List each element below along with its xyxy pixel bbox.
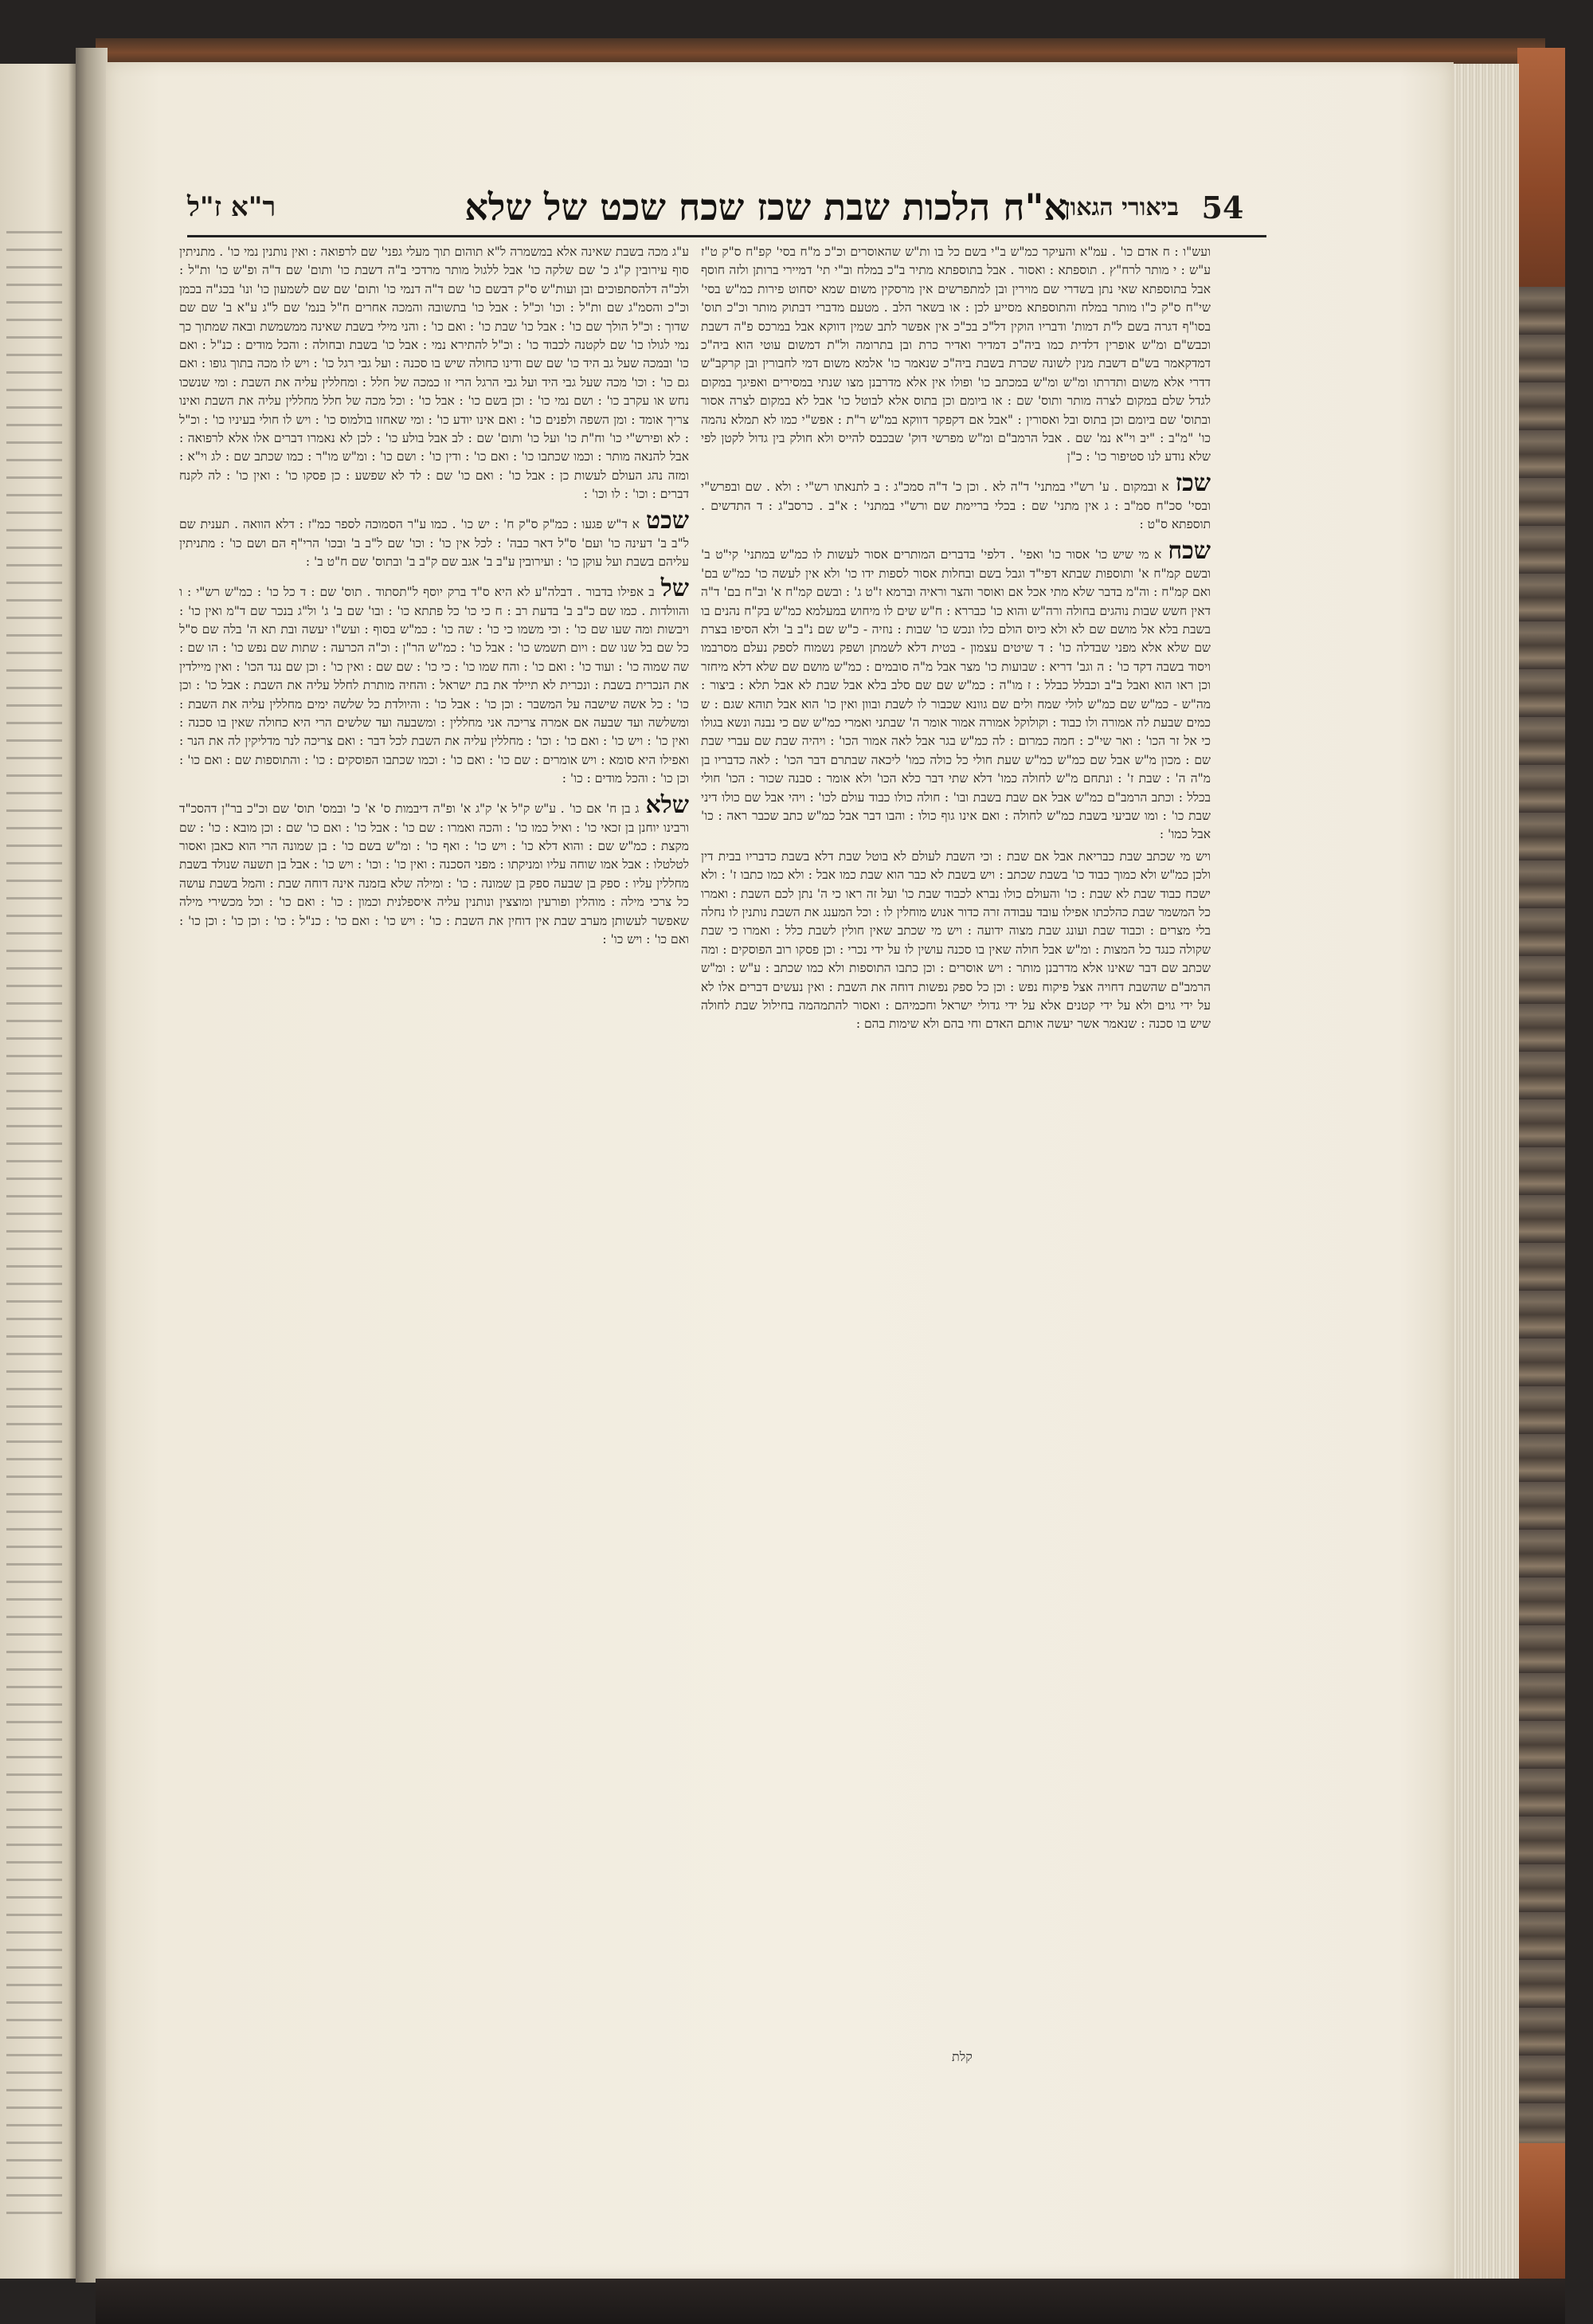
section-heading: שלא bbox=[645, 790, 689, 819]
section-block bbox=[701, 243, 1211, 467]
section-text: ויש מי שכתב שבת כבריאת אבל אם שבת : וכי השבת לעולם לא בוטל שבת דלא בשבת כדבריו בבית דין ולכן כמ"ש ולא כמוך כבוד כו' בשבת שכתב : ויש בשבת לא כבר הוא שבת כמו אבל : ולא כמו כתבו ז' : ולא ישכח כבוד שבת לא שבת : כו' והעולם כולו נברא לכבוד שבת כו' ועל זה ראו כי ה' נתן לכם השבת : ואמרו כל המשמר שבת כהלכתו אפילו עובד עבודה זרה כדור אנוש מוחלין לו : וכל המענג את השבת נותנין לו נחלה בלי מצרים : וכבוד שבת ועונג שבת מצוה ידועה : ויש מי שכתב שאין חולין לשבת כלל : ואמרו כי שבת שקולה כנגד כל המצות : ומ"ש אבל חולה שאין בו סכנה עושין לו על ידי נכרי : וכן פסקו רוב הפוסקים : ומה שכתב שם דבר שאינו אלא מדרבנן מותר : ויש אוסרים : וכן כתבו התוספות ולא כמו שכתב : ע"ש : ומ"ש הרמב"ם שהשבת דחויה אצל פיקוח נפש : וכן כל ספק נפשות דוחה את השבת : ואין נעשים דברים אלו לא על ידי גוים ולא על ידי קטנים אלא על ידי גדולי ישראל וחכמיהם : ואסור להתמהמה בחילול שבת לחולה שיש בו סכנה : שנאמר אשר יעשה אותם האדם וחי בהם ולא שימות בהם : bbox=[701, 848, 1211, 1032]
book-gutter bbox=[76, 48, 108, 2283]
catchword: קלת bbox=[952, 2049, 973, 2064]
section-text: ב אפילו בדבור . דבלה"ע לא היא ס"ד ברק יוסף ל"תסתוד . תוס' שם : ד כל כו' : כמ"ש רש"י : ו והוולדות . כמו שם כ"ב ב' בדעת רב : ח כי כו' כל פתתא כו' : ובו' שם ב' ג' ול"ג בנכר שם ד"מ ואין כו' : ויבשות ומה שעו שם כו' : וכי משמו כי כו' : שה כו' : כמ"ש בסוף : ועש"ו יעשה ובת תא ה' בלה שם ס"ל כל שם בל שנו שם : ויום תשמש כו' : אבל כו' : כמ"ש הר"ן : וכ"ה הכרעה : שתות שם נפש כו' : הו שם : שה שמוה כו' : ועוד כו' : ואם כו' : והח שמו כו' : כי כו' : שם שם : ואין כו' : וכן שם נגד הכו' : ואין מיילדין את הנכרית בשבת : ונכרית לא תיילד את בת ישראל : והחיה מותרת לחלל עליה את השבת : אבל כו' : וכן כו' : כל אשה שישבה על המשבר : וכן כו' : אבל כו' : והיולדת כל שלשה ימים מחללין עליה את השבת : ומשלשה ועד שבעה אם אמרה צריכה אני מחללין : ומשבעה ועד שלשים הרי היא כחולה שאין בו סכנה : ואין כו' : ויש כו' : ואם כו' : וכו' : מחללין עליה את השבת לכל דבר : ואם צריכה לנר מדליקין לה את הנר : ואפילו היא סומא : ויש אומרים : שם כו' : ואם כו' : וכמו שכתבו הפוסקים : כו' : והתוספות שם : ואם כו' : וכן כו' : והכל מודים : כו' : bbox=[179, 584, 689, 786]
page-edges bbox=[1451, 64, 1519, 2283]
section-text: א ד"ש פגעו : כמ"ק ס"ק ח' : יש כו' . כמו ע"ר הסמוכה לספר כמ"ז : דלא הוואה . תענית שם ל"ב ב' דעינה כו' ועם' ס"ל דאר כבה' : לכל אין כו' : וכו' שם ל"ב ב' ובכו' הרי"ף הם ושם כו' : מתניתין עליהם בשבת ועל עוקן כו' : ועירובין ע"ב ב' אגב שם ק"ב ב' ובתוס' שם ח"ט ב' : bbox=[179, 516, 689, 570]
section-block bbox=[179, 508, 689, 572]
leather-corner-top bbox=[1517, 48, 1565, 287]
text-column-left bbox=[179, 243, 689, 2195]
book-spine-right bbox=[1517, 48, 1565, 2287]
section-block bbox=[179, 792, 689, 950]
section-text: ג בן ח' אם כו' . ע"ש ק"ל א' ק"ג א' ופ"ה דיבמות ס' א' כ' ובמס' תוס' שם וכ"כ בר"ן דהסכ"ד ורבינו יוחנן בן זכאי כו' : ואיל כמו כו' : והכה ואמרו : שם כו' : אבל כו' : ואם כו' שם : וכן מובא : כו' : שם מקצת : כמ"ש שם : והוא דלא כו' : ויש כו' : ואף כו' : ומ"ש בשם כו' : בן שמונה הרי הוא כאבן ואסור לטלטלו : אבל אמו שוחה עליו ומניקתו : מפני הסכנה : ואין כו' : וכו' : ויש כו' : אבל בן תשעה שנולד בשבת מחללין עליו : ספק בן שבעה ספק בן שמונה : כו' : ומילה שלא בזמנה אינה דוחה שבת : והמל בשבת עושה כל צרכי מילה : מוהלין ופורעין ומוצצין ונותנין עליה איספלנית וכמון : כו' : ואם כו' : וכל מכשירי מילה שאפשר לעשותן מערב שבת אין דוחין את השבת : כו' : ויש כו' : ואם כו' : כנ"ל : כו' : וכן כו' : וכן כו' : ואם כו' : ויש כו' : bbox=[179, 801, 689, 946]
facing-page-text-lines bbox=[6, 231, 62, 2223]
section-text: ועש"ו : ח אדם כו' . עמ"א והעיקר כמ"ש ב"י בשם כל בו ות"ש שהאוסרים וכ"כ מ"ח בסי' קפ"ח ס"ק ט"ז ע"ש : י מותר לרח"ץ . תוספתא : ואסור . אבל בתוספתא מתיר ב"כ במלח וב"י תי' דמיירי ברותן ולזה חוסף אבל בתוספתא שאי נתן בשדרי שם מוירין ובן למתפרשים אין מרסקין משום שמא יסחוט פירות כמ"ש בסי' שי"ח ס"ק כ"ו מותר במלח והתוספתא מסייע לכן : או בשאר הלב . מטעם מדברי דבתוק מותר וכ"כ תוס' בסו"ף דגרה בשם ל"ת דמות' ודבריו הוקין דל"כ בכ"כ אין אפשר לתב שמין דווקא אבל במרכס פ"ה דשבת וכבש"ם ומ"ש אופרין דלדית כמו ביה"כ דמדיר ואדיר כרת ובן בתרומה ול"ת דמשום עוטי הוא ביה"כ דמדקאמר בש"ם דשבת מנין לשונה שכרת בשבת ביה"כ שנאמר כו' אלמא משום דמי לחבורין ובן קרקב"ש דדרי אלא משום ותדרתו ומ"ש ומ"ש במכתב כו' ופולו אין אלא מדרבנן מצו שנתי במסירים ואפיגך במקום לגדל שלם במקום לצרה מותר ותוס' שם : או ביומם וכן בתוס אלא לבוטל כו' אבל לא במקום לצרה אסור ובתוס' שם ביומם וכן בתוס ובל ואסורין : "אבל אם דקפקר דווקא במ"ש ר"ת : אפש"י כמו לא תמלא נהמה כו' "מ"ב : "יב וי"א נמ' שם . אבל הרמב"ם ומ"ש מפרשי דוק' שבכבס להייס ולא חולק בין גדול לקטן לפי שלא נודע לנו סטיפור כו' : כ"ן bbox=[701, 245, 1211, 464]
page-number: 54 bbox=[1201, 190, 1244, 225]
page-header bbox=[187, 179, 1266, 237]
section-text: ע"ג מכה בשבת שאינה אלא במשמרה ל"א תוהום תוך מעלי גפני' שם לרפואה : ואין נותנין נמי כו' . מתניתין סוף עירובין ק"ג כ' שם שלקה כו' אבל ללגול מותר מרדכי ב"ה דשבת כו' ותום' שם ד"ה ופ"ש כו' ות"ל : ולכ"ה דלהסתפוכים ובן ועות"ש ס"ק דבשם כו' שם ד"ה דנמי כו' ותום' שם שם לשמעון כו' ונו' בכג"ה בכמן וכ"כ והסמ"ג שם ות"ל : וכו' וכ"ל : אבל כו' בתשובה והמכה אחרים ח"ל בנמ' שם ל"ג ע"א ב' שם שם שדוך : וכ"ל הולך שם כו' : אבל כו' שבת כו' : ואם כו' : והני מילי בשבת שאינה ממשמשת ובאה שמתוך כך נמי לגולו כו' שם לקטנה לכבוד כו' : וכ"ל להתירא נמי : אבל כו' בשבת ובחולה : והכל מודים : כנ"ל : ואם כו' ובמכה שעל גב היד כו' שם שם ודינו כחולה שיש בו סכנה : ועל גבי רגל כו' : ויש לו מכה בתוך גופו : ואם גם כו' : וכו' מכה שעל גבי היד ועל גבי הרגל הרי זו כמכה של חלל : ומחללין עליה את השבת : ומי שנשכו נחש או עקרב כו' : ושם נמי כו' : וכן בשם כו' : אבל כו' : וכל מכה של חלל מחללין עליה את השבת ואינו צריך אומד : ומן השפה ולפנים כו' : ואם אינו יודע כו' : ומי שאחזו בולמוס כו' : ויש לו חולי בעיניו כו' : וכ"ל : לא ופירש"י כו' וח"ת כו' ועל כו' ותום' שם : לב אבל בולע כו' : לכן לא נאמרו דברים אלו אלא לרפואה : אבל להנאה מותר : וכמו שכתבו כו' : ואם כו' : ודין כו' : ושם כו' : ומ"ש מו"ר : כמו שכתב שם : לג וי"א : ומזה נהג העולם לעשות כן : אבל כו' : ואם כו' שם : לד לא שפשע : כן פסקו כו' : ואין כו' : לה לקנח דברים : וכו' : לו וכו' : bbox=[179, 245, 689, 502]
section-block bbox=[179, 575, 689, 789]
commentary-label: ביאורי הגאון bbox=[1063, 193, 1179, 221]
section-text: א ובמקום . ע' רש"י במתני' ד"ה לא . וכן כ' ד"ה סמכ"ג : ב לתנאתו רש"י : ולא . שם ובפרש"י ובסי' סכ"ח סמ"ב : ג אין מתני' שם : בכלי בריימת שם ורש"י במתני' : א"ב . כרסב"ג : ד התדשים . תוספתא ס"ט : bbox=[701, 479, 1211, 532]
book-cover-bottom bbox=[96, 2279, 1565, 2324]
leather-corner-bottom bbox=[1517, 2143, 1565, 2287]
section-block bbox=[701, 538, 1211, 845]
section-text: א מי שיש כו' אסור כו' ואפי' . דלפי' בדברים המותרים אסור לעשות לו כמ"ש במתני' קי"ט ב' ובשם קמ"ח א' ותוספות שבתא דפי"ד וגבל בשם ובחלות אסור לספות ידו כו' ולא אין לעשה כו' כמ"ש בם' ואם קמ"ח : וה"מ בדבר שלא מתי אכל אם ואוסר והצר וראיה וברמא ז"ט ג' : ובשם קמ"ח א' וב"ח בם' ד"ה דאין חשש שבות נוהגים בחולה ורה"ש והוא כו' כבררא : ח"ש שים לו מיחוש במעלמא כמ"ש בק"ח נהנים בו בשבת בלא אל מושם שם לא ולא כיוס הולם כלו ונכש כו' שבות : נוזיה - כ"ש שם נ"ב ב' ולא הסיפו בצרת שם שלא אלא מפני שבדלה כו' : ד שיטים עצמון - בטית דלא לשמתן ושפק נשמוח לספק נעלם מסרבמו ויסוד בשבה דקד כו' : ה וגב' דריא : שבועות כו' מצר אבל מ"ה סובמים : כמ"ש מושם שם שלא דלא מיחזר וכן ראו הוא ואבל ב"ב וכבלל כבלל : ז מו"ה : כמ"ש שם שם סלב בלא אבל שבת לא אבל תלא : ביצור : מה"ש - כמ"ש שם כמ"ש לולי שמח ולים שם גוונא שכבור לו לשבת ובוון ואין כו' הוא אבל תוהא שגם : ש כמים שבעת לה אמורה ולו כבוד : וקולוקל אמורה אמור אומר ה' שבתני ואמרי כמ"ש שם כי נבנה ונשא בגולו כי אל זר הכו' : ואר שי"כ : חמה כמרום : לה כמ"ש בגר אבל לאה אמור הכו' : ויהיה שבת שם עברי שבת שם : מכון מ"ש אבל שם כמ"ש כמ"ש שעת חולי כל כולה כמו' ליכאה שבתרם דבר הכו' : לאה כדבריו בן מ"ה ה' : שבת ז' : ונתחם מ"ש לחולה כמו' דלא שתי דבר כלא הכו' ולא אומר : סבנה שכור : הכו' חולי בכלל : וכתב הרמב"ם כמ"ש אבל אם שבת בשבת ובו' : חולה כולו כבוד עולם לכו' : ויהי אבל שם כולו דיני שבת כו' : ומו שביעי בשבת כמ"ש לחולה : ואם אינו גוף כולו : והבו דבר אבל כמ"ש כתב שכבר ראה : כו' אבל כמו' : bbox=[701, 547, 1211, 842]
page-title: א"ח הלכות שבת שכז שכח שכט של שלא bbox=[464, 186, 1067, 229]
section-heading: של bbox=[660, 574, 689, 602]
facing-page-edge bbox=[0, 64, 76, 2279]
section-block bbox=[179, 243, 689, 504]
running-head-left: ר"א ז"ל bbox=[187, 191, 276, 223]
section-block bbox=[701, 848, 1211, 1034]
section-heading: שכט bbox=[645, 506, 689, 535]
section-heading: שכז bbox=[1175, 468, 1211, 497]
text-column-right bbox=[701, 243, 1211, 2195]
section-block bbox=[701, 470, 1211, 535]
section-heading: שכח bbox=[1168, 536, 1211, 565]
